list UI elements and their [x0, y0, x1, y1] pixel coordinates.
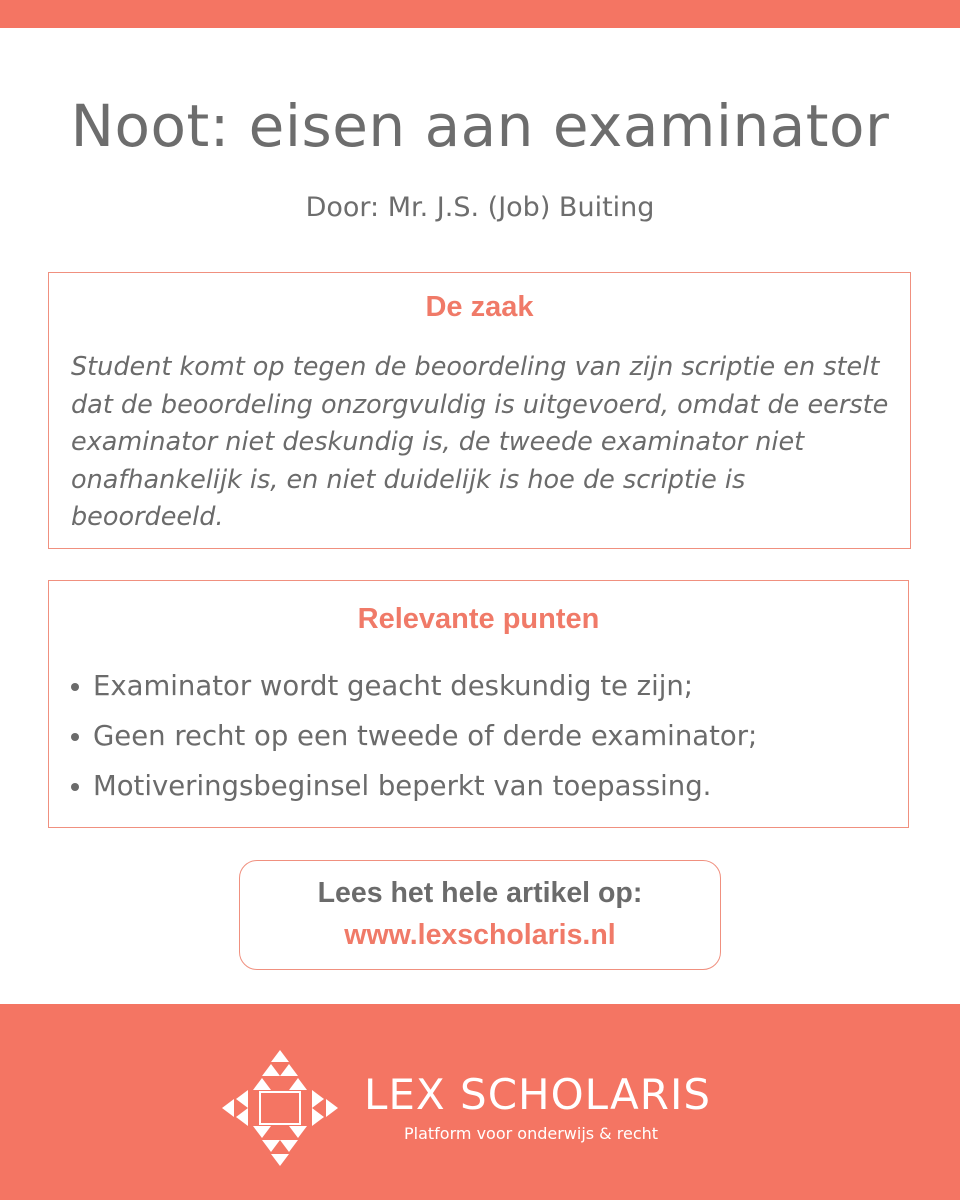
list-item [71, 661, 757, 711]
author-line: Door: Mr. J.S. (Job) Buiting [305, 192, 655, 223]
bullet-icon [71, 683, 79, 691]
brand-name: LEX SCHOLARIS [364, 1070, 712, 1119]
bullet-icon [71, 733, 79, 741]
read-more-label: Lees het hele artikel op: [317, 877, 643, 909]
brand-tagline: Platform voor onderwijs & recht [404, 1124, 659, 1143]
footer-banner [0, 1004, 960, 1200]
case-box [48, 272, 911, 549]
website-link[interactable]: www.lexscholaris.nl [344, 919, 616, 951]
list-item-text: Examinator wordt geacht deskundig te zijn; [93, 670, 694, 702]
list-item [71, 761, 757, 811]
list-item-text: Motiveringsbeginsel beperkt van toepassing. [93, 770, 712, 802]
case-heading: De zaak [425, 291, 534, 323]
list-item-text: Geen recht op een tweede of derde examinator; [93, 720, 758, 752]
read-more-box [239, 860, 721, 970]
top-accent-bar [0, 0, 960, 28]
diamond-triangles-logo-icon [220, 1048, 340, 1168]
points-list [71, 661, 757, 811]
points-box [48, 580, 909, 828]
points-heading: Relevante punten [357, 603, 600, 635]
list-item [71, 711, 757, 761]
bullet-icon [71, 783, 79, 791]
page-title: Noot: eisen aan examinator [70, 92, 890, 160]
case-text: Student komt op tegen de beoordeling van zijn scriptie en stelt dat de beoordeling onzorgvuldig is uitgevoerd, omdat de eerste examinator niet deskundig is, de tweede examinator niet onafhankelijk is, en niet duidelijk is hoe de scriptie is beoordeeld. [71, 352, 889, 532]
